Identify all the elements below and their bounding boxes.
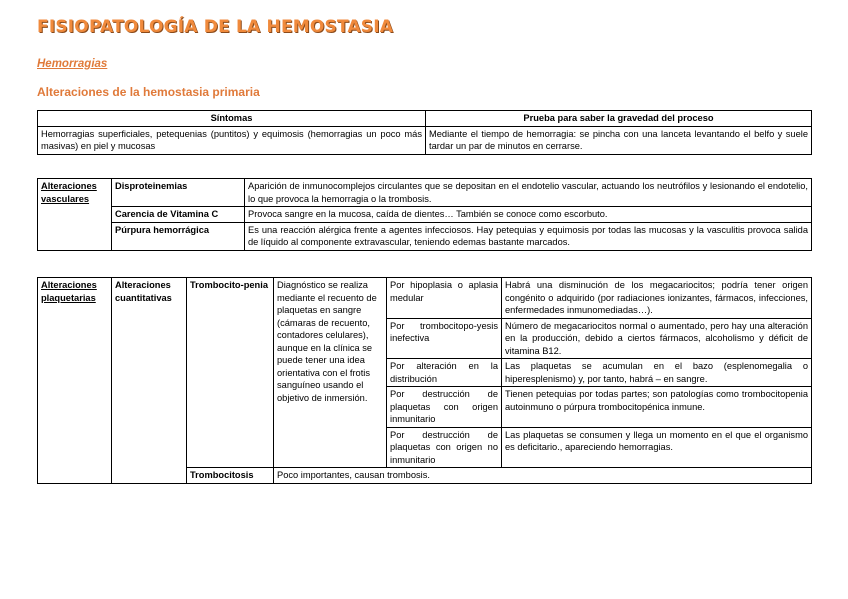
- cause-cell: Por alteración en la distribución: [387, 359, 502, 387]
- group-platelet: Alteraciones plaquetarias: [38, 278, 112, 484]
- trombocitopenia-label: Trombocito-penia: [187, 278, 274, 468]
- group-vascular: Alteraciones vasculares: [38, 179, 112, 251]
- cause-desc: Las plaquetas se acumulan en el bazo (esplenomegalia o hiperesplenismo) y, por tanto, habrá – en sangre.: [502, 359, 812, 387]
- trombocitosis-desc: Poco importantes, causan trombosis.: [274, 468, 812, 484]
- header-test: Prueba para saber la gravedad del proceso: [426, 111, 812, 127]
- row-desc: Provoca sangre en la mucosa, caída de dientes… También se conoce como escorbuto.: [245, 207, 812, 223]
- cause-desc: Habrá una disminución de los megacariocitos; podría tener origen congénito o adquirido (por radiaciones ionizantes, fármacos, infecciones, enfermedades inmunomediadas…).: [502, 278, 812, 319]
- document-title: FISIOPATOLOGÍA DE LA HEMOSTASIA: [37, 17, 394, 37]
- row-name: Disproteinemias: [112, 179, 245, 207]
- cause-cell: Por hipoplasia o aplasia medular: [387, 278, 502, 319]
- cause-desc: Las plaquetas se consumen y llega un momento en el que el organismo es deficitario., apareciendo hemorragias.: [502, 427, 812, 468]
- vascular-table: [37, 178, 812, 251]
- cause-cell: Por destrucción de plaquetas con origen no inmunitario: [387, 427, 502, 468]
- symptoms-cell: Hemorragias superficiales, petequenias (puntitos) y equimosis (hemorragias un poco más masivas) en piel y mucosas: [38, 126, 426, 154]
- trombocitosis-label: Trombocitosis: [187, 468, 274, 484]
- diagnosis-cell: Diagnóstico se realiza mediante el recuento de plaquetas en sangre (cámaras de recuento, contadores celulares), aunque en la clínica se puede tener una idea orientativa con el frotis sanguíneo usando el objetivo de inmersión.: [274, 278, 387, 468]
- cause-cell: Por trombocitopo-yesis inefectiva: [387, 318, 502, 359]
- cause-desc: Número de megacariocitos normal o aumentado, pero hay una alteración en la producción, debido a ciertos fármacos, alcoholismo y déficit de vitamina B12.: [502, 318, 812, 359]
- cause-desc: Tienen petequias por todas partes; son patologías como trombocitopenia autoinmuno o púrpura trombocitopénica inmune.: [502, 387, 812, 428]
- subtitle-hemorragias: Hemorragias: [37, 58, 108, 70]
- platelet-table: [37, 277, 812, 484]
- subgroup-quantitative: Alteraciones cuantitativas: [112, 278, 187, 484]
- row-name: Carencia de Vitamina C: [112, 207, 245, 223]
- cause-cell: Por destrucción de plaquetas con origen inmunitario: [387, 387, 502, 428]
- row-desc: Es una reacción alérgica frente a agentes infecciosos. Hay petequias y equimosis por todas las mucosas y la vasculitis provoca salida de líquido al componente extravascular, teniendo edemas bastante marcados.: [245, 222, 812, 250]
- row-desc: Aparición de inmunocomplejos circulantes que se depositan en el endotelio vascular, actuando los neutrófilos y lesionando el endotelio, lo que provoca la hemorragia o la trombosis.: [245, 179, 812, 207]
- row-name: Púrpura hemorrágica: [112, 222, 245, 250]
- test-cell: Mediante el tiempo de hemorragia: se pincha con una lanceta levantando el belfo y suele tardar un par de minutos en cerrarse.: [426, 126, 812, 154]
- header-symptoms: Síntomas: [38, 111, 426, 127]
- section-title: Alteraciones de la hemostasia primaria: [37, 85, 260, 99]
- symptoms-table: [37, 110, 812, 155]
